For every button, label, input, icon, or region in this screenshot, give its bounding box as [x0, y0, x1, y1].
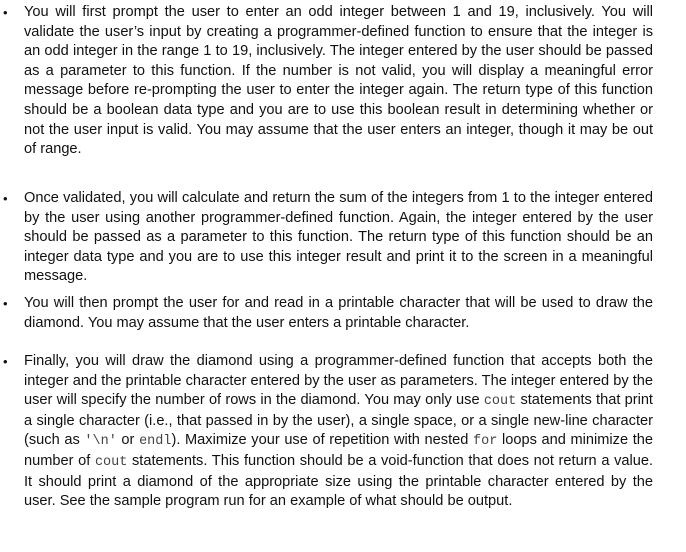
bullet-icon: •	[3, 354, 8, 369]
text-segment: statements that print a single character (i.e., that passed in by the user), a single space, or a single new-line character (such as	[24, 392, 653, 449]
text-segment: Finally, you will draw the diamond using a programmer-defined function that accepts both the integer and the printable character entered by the user as parameters. The integer entered by the user will specify the number of rows in the diamond. You may only use	[24, 353, 653, 409]
bullet-text: Once validated, you will calculate and return the sum of the integers from 1 to the integer entered by the user using another programmer-defined function. Again, the integer entered by the user should be passed as a parameter to this function. The return type of this function should be an integer data type and you are to use this integer result and print it to the screen in a meaningful message.	[24, 190, 653, 285]
code-for: for	[473, 434, 498, 450]
bullet-item-draw-diamond	[0, 352, 686, 512]
text-segment: or	[116, 432, 140, 449]
text-segment: statements. This function should be a void-function that does not return a value. It should print a diamond of the appropriate size using the printable character entered by the user. See the sample program run for an example of what should be output.	[24, 452, 654, 510]
bullet-icon: •	[3, 296, 8, 311]
text-segment: loops and minimize the number of	[24, 432, 653, 469]
bullet-text: You will then prompt the user for and read in a printable character that will be used to draw the diamond. You may assume that the user enters a printable character.	[24, 295, 653, 331]
code-cout: cout	[483, 394, 517, 410]
bullet-icon: •	[3, 191, 8, 206]
code-newline-char: '\n'	[84, 434, 117, 450]
bullet-item-input-validation	[0, 3, 686, 160]
bullet-icon: •	[3, 5, 8, 20]
bullet-item-read-character	[0, 294, 686, 333]
bullet-text: You will first prompt the user to enter an odd integer between 1 and 19, inclusively. You will validate the user’s input by creating a programmer-defined function to ensure that the integer is an odd integer in the range 1 to 19, inclusively. The integer entered by the user should be passed as a parameter to this function. If the number is not valid, you will display a meaningful error message before re-prompting the user to enter the integer again. The return type of this function should be a boolean data type and you are to use this boolean result in determining whether or not the user input is valid. You may assume that the user enters an integer, though it may be out of range.	[24, 4, 653, 158]
text-segment: ). Maximize your use of repetition with nested	[171, 432, 474, 449]
bullet-text	[24, 353, 653, 509]
code-cout: cout	[94, 454, 128, 470]
code-endl: endl	[139, 434, 172, 450]
bullet-item-sum-function	[0, 189, 686, 287]
